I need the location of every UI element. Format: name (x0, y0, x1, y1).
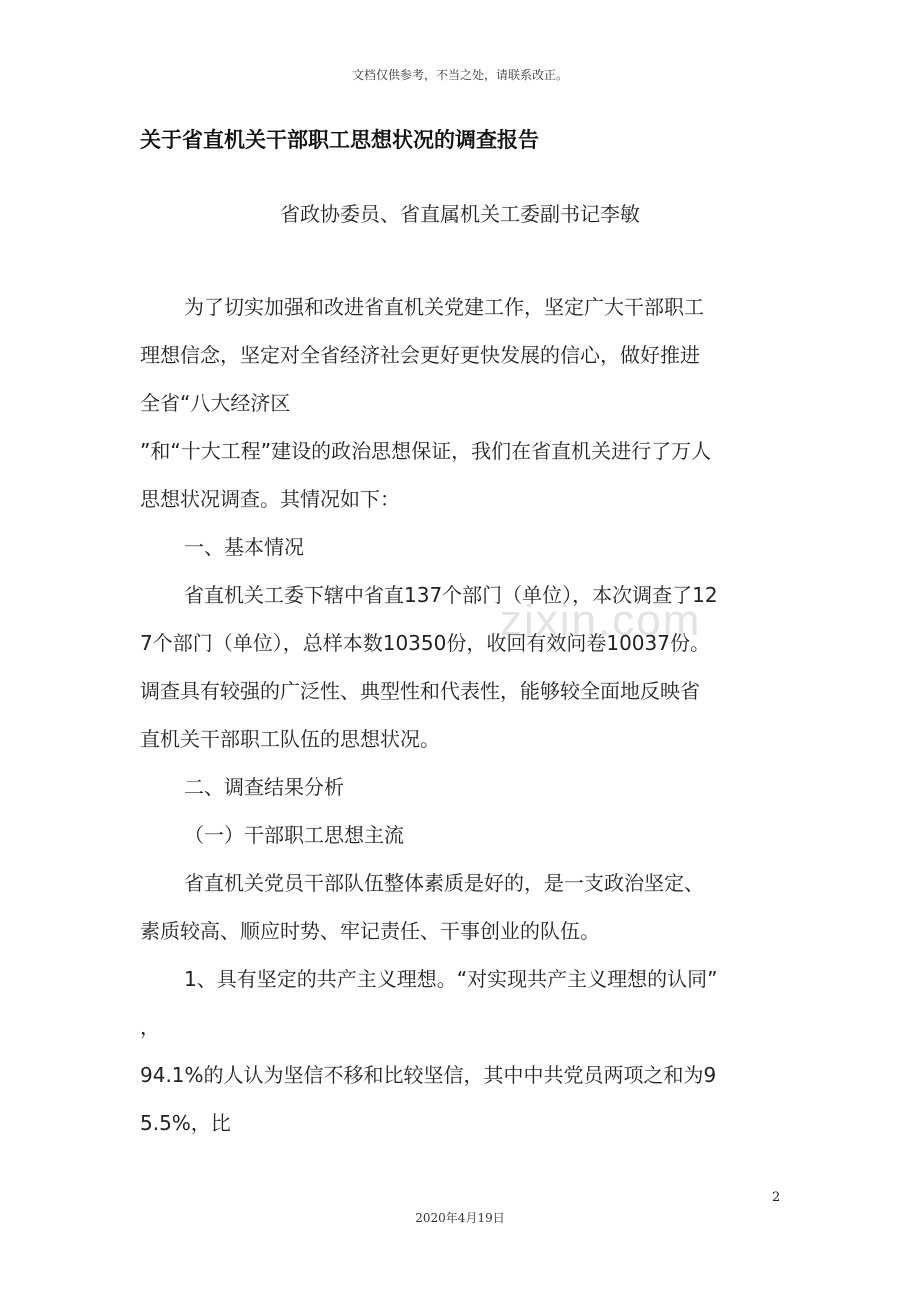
paragraph-line: 7个部门（单位），总样本数10350份，收回有效问卷10037份。 (140, 631, 710, 655)
subsection-heading: （一）干部职工思想主流 (184, 823, 404, 847)
paragraph-line: ”和“十大工程”建设的政治思想保证，我们在省直机关进行了万人 (140, 439, 712, 463)
paragraph-line: 省直机关党员干部队伍整体素质是好的，是一支政治坚定、 (184, 871, 704, 895)
paragraph-line: 思想状况调查。其情况如下： (140, 487, 400, 511)
author-line: 省政协委员、省直属机关工委副书记李敏 (280, 202, 640, 226)
watermark: zixin.com (500, 596, 702, 645)
paragraph-line: 理想信念，坚定对全省经济社会更好更快发展的信心，做好推进 (140, 343, 700, 367)
paragraph-line: 1、具有坚定的共产主义理想。“对实现共产主义理想的认同” (184, 967, 718, 991)
paragraph-line: 5.5%，比 (140, 1111, 231, 1135)
footer-date: 2020年4月19日 (415, 1211, 505, 1225)
paragraph-line: 为了切实加强和改进省直机关党建工作，坚定广大干部职工 (184, 295, 704, 319)
paragraph-line: 直机关干部职工队伍的思想状况。 (140, 727, 440, 751)
section-heading: 一、基本情况 (184, 535, 304, 559)
paragraph-line: 素质较高、顺应时势、牢记责任、干事创业的队伍。 (140, 919, 600, 943)
paragraph-line: 省直机关工委下辖中省直137个部门（单位），本次调查了12 (184, 583, 718, 607)
paragraph-line: 调查具有较强的广泛性、典型性和代表性，能够较全面地反映省 (140, 679, 700, 703)
header-note: 文档仅供参考，不当之处，请联系改正。 (351, 68, 568, 82)
section-heading: 二、调查结果分析 (184, 775, 344, 799)
paragraph-line: ， (140, 1015, 160, 1039)
paragraph-line: 全省“八大经济区 (140, 391, 291, 415)
body-text (140, 283, 780, 1147)
page-number: 2 (772, 1190, 781, 1205)
document-title: 关于省直机关干部职工思想状况的调查报告 (140, 128, 539, 152)
paragraph-line: 94.1%的人认为坚信不移和比较坚信，其中中共党员两项之和为9 (140, 1063, 717, 1087)
